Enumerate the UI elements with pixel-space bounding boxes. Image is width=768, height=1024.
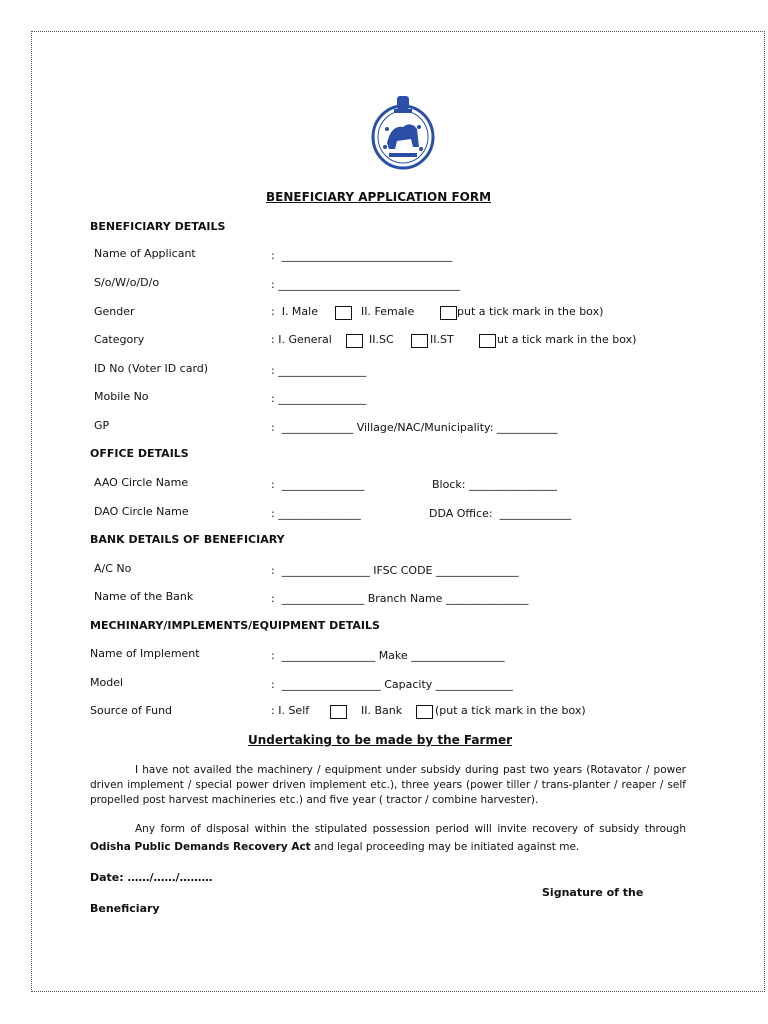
field-account-ifsc[interactable]: : ________________ IFSC CODE _______________	[271, 564, 519, 577]
field-model-capacity[interactable]: : __________________ Capacity ______________	[271, 678, 513, 691]
undertaking-paragraph-1: I have not availed the machinery / equipment under subsidy during past two years (Rotavator / power driven implement / special power driven implement etc.), three years (power tiller / trans-planter / reaper / self propelled post harvest machineries etc.) and five year ( tractor / combine harvester).	[90, 764, 686, 806]
date-field[interactable]: Date: ……/……/………	[90, 871, 213, 884]
field-bank-branch[interactable]: : _______________ Branch Name _______________	[271, 592, 529, 605]
section-machinery: MECHINARY/IMPLEMENTS/EQUIPMENT DETAILS	[90, 619, 380, 632]
label-gp: GP	[94, 419, 110, 432]
category-option-general: : I. General	[271, 333, 332, 346]
checkbox-st[interactable]	[479, 334, 496, 348]
label-mobile: Mobile No	[94, 390, 149, 403]
category-note: ut a tick mark in the box)	[497, 333, 637, 346]
fund-option-bank: II. Bank	[361, 704, 403, 717]
odisha-emblem-icon	[367, 91, 439, 171]
label-relation: S/o/W/o/D/o	[94, 276, 160, 289]
field-implement-make[interactable]: : _________________ Make _________________	[271, 649, 505, 662]
category-option-st: II.ST	[430, 333, 454, 346]
label-category: Category	[94, 333, 145, 346]
undertaking-paragraph-2	[90, 820, 686, 856]
section-bank: BANK DETAILS OF BENEFICIARY	[90, 533, 285, 546]
checkbox-general[interactable]	[346, 334, 363, 348]
field-dao[interactable]: : _______________	[271, 507, 361, 520]
field-name[interactable]: : _______________________________	[271, 249, 453, 262]
label-name: Name of Applicant	[94, 247, 196, 260]
label-account-no: A/C No	[94, 562, 132, 575]
checkbox-female[interactable]	[440, 306, 457, 320]
label-bank-name: Name of the Bank	[94, 590, 194, 603]
checkbox-self[interactable]	[330, 705, 347, 719]
field-voter-id[interactable]: : ________________	[271, 364, 367, 377]
label-aao: AAO Circle Name	[94, 476, 189, 489]
field-mobile[interactable]: : ________________	[271, 392, 367, 405]
checkbox-bank[interactable]	[416, 705, 433, 719]
form-title: BENEFICIARY APPLICATION FORM	[266, 190, 492, 204]
fund-note: (put a tick mark in the box)	[435, 704, 586, 717]
gender-note: put a tick mark in the box)	[457, 305, 604, 318]
field-block[interactable]: Block: ________________	[432, 478, 557, 491]
label-model: Model	[90, 676, 124, 689]
section-office: OFFICE DETAILS	[90, 447, 189, 460]
field-dda-office[interactable]: DDA Office: _____________	[429, 507, 572, 520]
label-implement: Name of Implement	[90, 647, 200, 660]
label-dao: DAO Circle Name	[94, 505, 189, 518]
signature-label: Signature of the	[542, 886, 644, 899]
label-gender: Gender	[94, 305, 135, 318]
paragraph-2-start: Any form of disposal within the stipulated possession period will invite recovery of subsidy through	[135, 823, 686, 835]
field-relation[interactable]: : _________________________________	[271, 278, 460, 291]
beneficiary-label: Beneficiary	[90, 902, 160, 915]
fund-option-self: : I. Self	[271, 704, 310, 717]
checkbox-sc[interactable]	[411, 334, 428, 348]
gender-option-male: : I. Male	[271, 305, 318, 318]
paragraph-2-end: and legal proceeding may be initiated against me.	[310, 841, 580, 853]
section-beneficiary: BENEFICIARY DETAILS	[90, 220, 226, 233]
undertaking-title: Undertaking to be made by the Farmer	[248, 733, 512, 747]
recovery-act-name: Odisha Public Demands Recovery Act	[90, 841, 311, 853]
checkbox-male[interactable]	[335, 306, 352, 320]
field-aao[interactable]: : _______________	[271, 478, 365, 491]
field-gp[interactable]: : _____________ Village/NAC/Municipality: ___________	[271, 421, 558, 434]
label-voter-id: ID No (Voter ID card)	[94, 362, 209, 375]
label-source-of-fund: Source of Fund	[90, 704, 173, 717]
category-option-sc: II.SC	[369, 333, 394, 346]
gender-option-female: II. Female	[361, 305, 415, 318]
